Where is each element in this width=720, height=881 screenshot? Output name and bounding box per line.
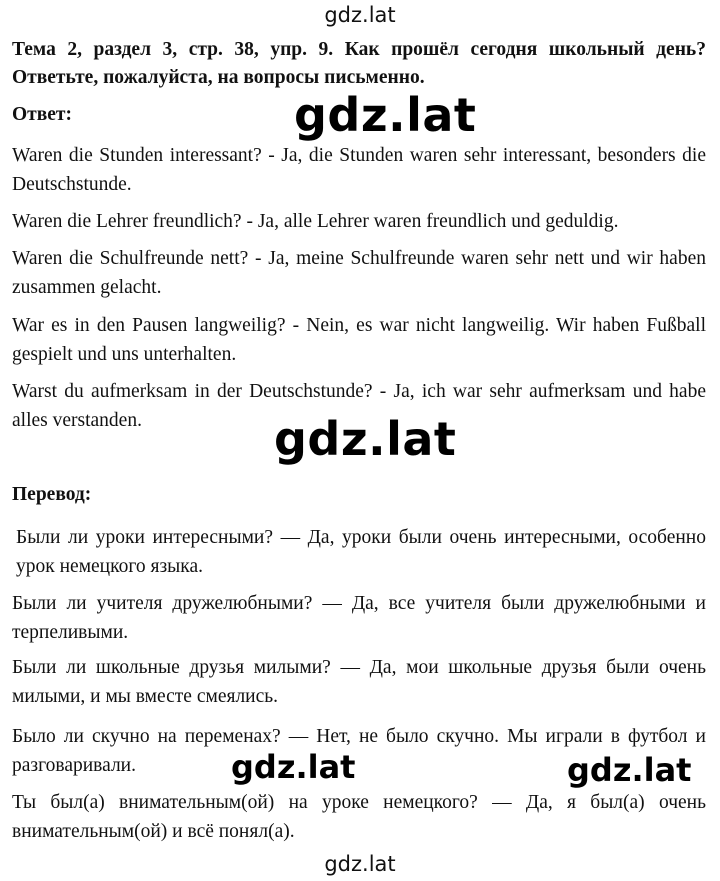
translation-item-2: Были ли учителя дружелюбными? — Да, все учителя были дружелюбными и терпеливыми.	[12, 593, 706, 643]
watermark-top: gdz.lat	[324, 3, 396, 27]
task-title: Тема 2, раздел 3, стр. 38, упр. 9. Как прошёл сегодня школьный день? Ответьте, пожалуйста, на вопросы письменно.	[12, 39, 706, 88]
watermark-mid-right: gdz.lat	[567, 751, 692, 789]
watermark-mid-left: gdz.lat	[231, 748, 356, 786]
translation-item-4: Было ли скучно на переменах? — Нет, не было скучно. Мы играли в футбол и разговаривали.	[12, 726, 706, 776]
watermark-bottom: gdz.lat	[324, 852, 396, 876]
watermark-big-2: gdz.lat	[274, 412, 457, 466]
answer-heading: Ответ:	[12, 104, 73, 125]
answer-item-5: Warst du aufmerksam in der Deutschstunde? - Ja, ich war sehr aufmerksam und habe alles verstanden.	[12, 381, 706, 431]
translation-item-5: Ты был(а) внимательным(ой) на уроке немецкого? — Да, я был(а) очень внимательным(ой) и всё понял(а).	[12, 792, 706, 842]
translation-item-1: Были ли уроки интересными? — Да, уроки были очень интересными, особенно урок немецкого языка.	[16, 527, 706, 577]
answer-item-3: Waren die Schulfreunde nett? - Ja, meine Schulfreunde waren sehr nett und wir haben zusammen gelacht.	[12, 248, 706, 298]
translation-heading: Перевод:	[12, 484, 92, 505]
answer-item-2: Waren die Lehrer freundlich? - Ja, alle Lehrer waren freundlich und geduldig.	[12, 211, 619, 232]
watermark-big-1: gdz.lat	[294, 88, 477, 142]
answer-item-1: Waren die Stunden interessant? - Ja, die Stunden waren sehr interessant, besonders die Deutschstunde.	[12, 145, 706, 195]
translation-item-3: Были ли школьные друзья милыми? — Да, мои школьные друзья были очень милыми, и мы вместе смеялись.	[12, 657, 706, 707]
answer-item-4: War es in den Pausen langweilig? - Nein, es war nicht langweilig. Wir haben Fußball gespielt und uns unterhalten.	[12, 315, 706, 365]
